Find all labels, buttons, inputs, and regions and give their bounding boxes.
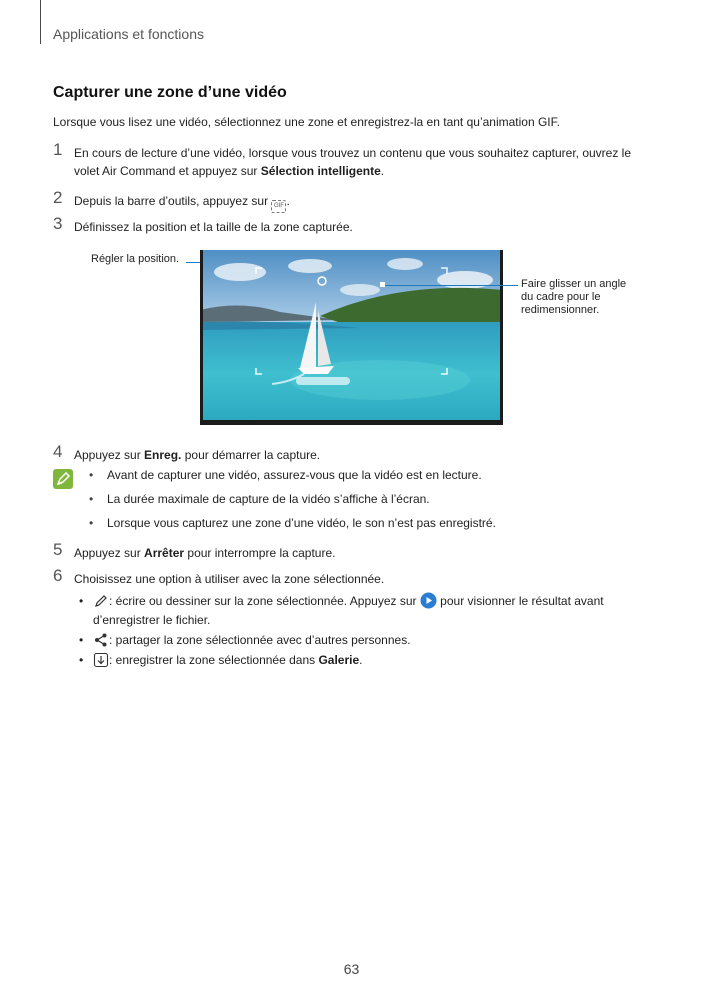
step-3 bbox=[53, 214, 653, 236]
step-text: Choisissez une option à utiliser avec la zone sélectionnée. bbox=[74, 572, 385, 586]
step-1 bbox=[53, 140, 653, 180]
step-number: 6 bbox=[53, 566, 63, 585]
note-item: • Avant de capturer une vidéo, assurez-vous que la vidéo est en lecture. bbox=[89, 468, 482, 482]
leader-line-resize bbox=[385, 285, 518, 286]
option-save: • : enregistrer la zone sélectionnée dans Galerie. bbox=[79, 653, 363, 667]
callout-adjust-position: Régler la position. bbox=[91, 253, 180, 265]
step-text: Définissez la position et la taille de la zone capturée. bbox=[74, 220, 353, 234]
callout-resize: Faire glisser un angle du cadre pour le redimensionner. bbox=[521, 278, 627, 316]
pencil-icon bbox=[93, 593, 109, 609]
video-screenshot bbox=[200, 250, 503, 425]
note-item: • La durée maximale de capture de la vidéo s’affiche à l’écran. bbox=[89, 492, 430, 506]
note-icon bbox=[53, 469, 73, 489]
margin-rule bbox=[40, 0, 41, 44]
step-5 bbox=[53, 540, 653, 562]
share-icon bbox=[93, 632, 109, 648]
step-number: 1 bbox=[53, 140, 63, 159]
step-6 bbox=[53, 566, 653, 588]
option-share: • : partager la zone sélectionnée avec d’autres personnes. bbox=[79, 633, 411, 647]
step-text: En cours de lecture d’une vidéo, lorsque vous trouvez un contenu que vous souhaitez capturer, ouvrez le volet Air Command et appuyez sur Sélection intelligente. bbox=[74, 146, 632, 178]
intro-paragraph: Lorsque vous lisez une vidéo, sélectionnez une zone et enregistrez-la en tant qu’animation GIF. bbox=[53, 115, 560, 129]
step-number: 5 bbox=[53, 540, 63, 559]
step-number: 2 bbox=[53, 188, 63, 207]
step-4 bbox=[53, 442, 653, 464]
gif-icon: GIF bbox=[271, 200, 286, 213]
note-item: • Lorsque vous capturez une zone d’une vidéo, le son n’est pas enregistré. bbox=[89, 516, 496, 530]
step-number: 4 bbox=[53, 442, 63, 461]
step-text: Depuis la barre d’outils, appuyez sur GIF . bbox=[74, 192, 653, 213]
play-icon bbox=[420, 592, 437, 609]
option-draw: • : écrire ou dessiner sur la zone sélectionnée. Appuyez sur pour visionner le résultat avant d’enregistrer le fichier. bbox=[79, 594, 604, 627]
step-text: Appuyez sur Enreg. pour démarrer la capture. bbox=[74, 448, 321, 462]
step-text: Appuyez sur Arrêter pour interrompre la capture. bbox=[74, 546, 336, 560]
running-header: Applications et fonctions bbox=[53, 26, 204, 42]
download-icon bbox=[93, 652, 109, 668]
seascape-image bbox=[200, 250, 503, 425]
step-number: 3 bbox=[53, 214, 63, 233]
section-title: Capturer une zone d’une vidéo bbox=[53, 84, 287, 101]
page-number: 63 bbox=[343, 961, 360, 977]
step-2 bbox=[53, 188, 653, 213]
